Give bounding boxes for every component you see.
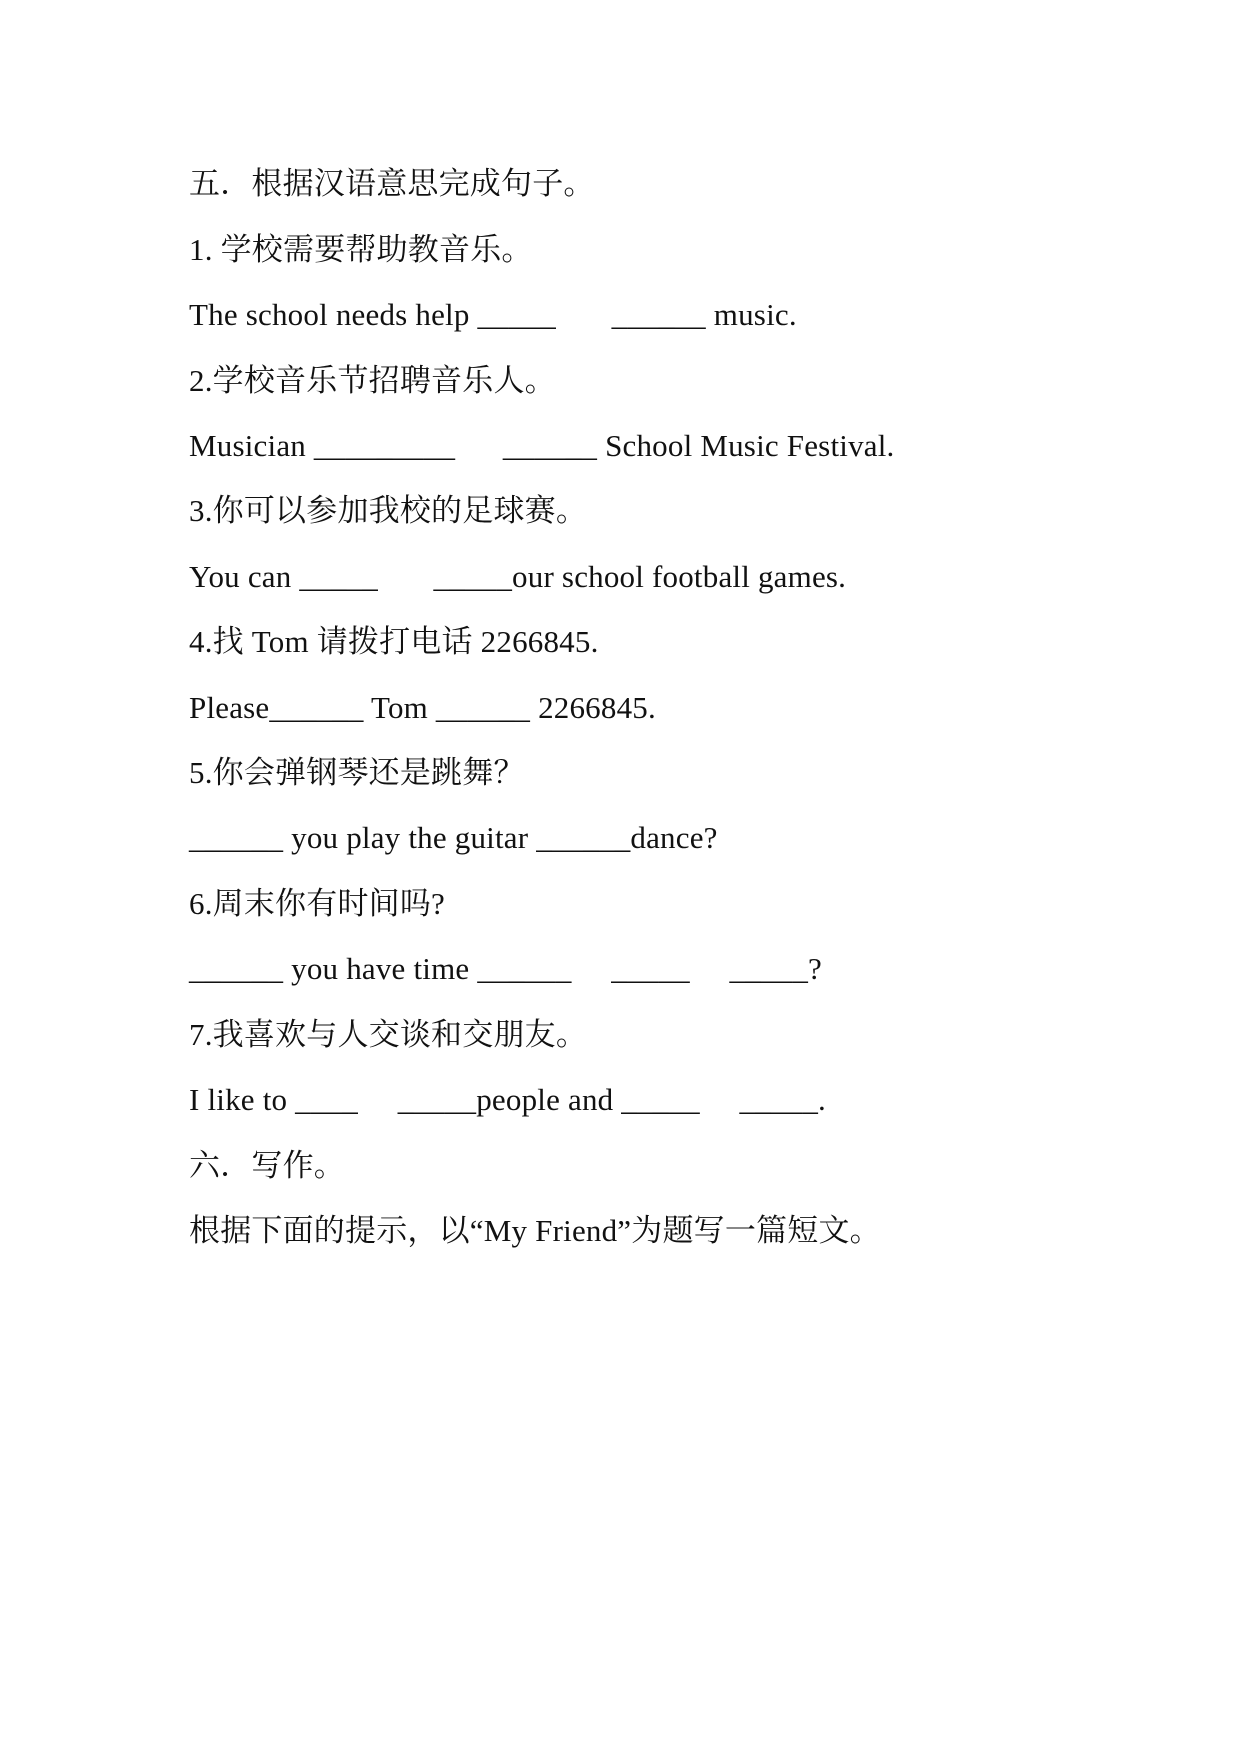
writing-instruction: 根据下面的提示，以“My Friend”为题写一篇短文。	[189, 1213, 881, 1248]
question-2-answer: Musician _________ ______ School Music Festival.	[189, 428, 895, 463]
section-heading-writing: 六．写作。	[189, 1148, 345, 1183]
question-1-prompt: 1. 学校需要帮助教音乐。	[189, 232, 533, 267]
question-3-answer: You can _____ _____our school football games.	[189, 559, 847, 594]
question-7-answer: I like to ____ _____people and _____ _____.	[189, 1082, 827, 1117]
question-5-prompt: 5.你会弹钢琴还是跳舞？	[189, 755, 525, 790]
question-1-answer: The school needs help _____ ______ music.	[189, 297, 797, 332]
question-7-prompt: 7.我喜欢与人交谈和交朋友。	[189, 1017, 588, 1052]
section-heading-completion: 五．根据汉语意思完成句子。	[189, 166, 595, 201]
question-4-prompt: 4.找 Tom 请拨打电话 2266845.	[189, 624, 599, 659]
question-6-prompt: 6.周末你有时间吗?	[189, 886, 446, 921]
question-4-answer: Please______ Tom ______ 2266845.	[189, 690, 656, 725]
question-3-prompt: 3.你可以参加我校的足球赛。	[189, 493, 588, 528]
question-6-answer: ______ you have time ______ _____ _____?	[189, 951, 822, 986]
question-5-answer: ______ you play the guitar ______dance?	[189, 820, 718, 855]
question-2-prompt: 2.学校音乐节招聘音乐人。	[189, 363, 556, 398]
